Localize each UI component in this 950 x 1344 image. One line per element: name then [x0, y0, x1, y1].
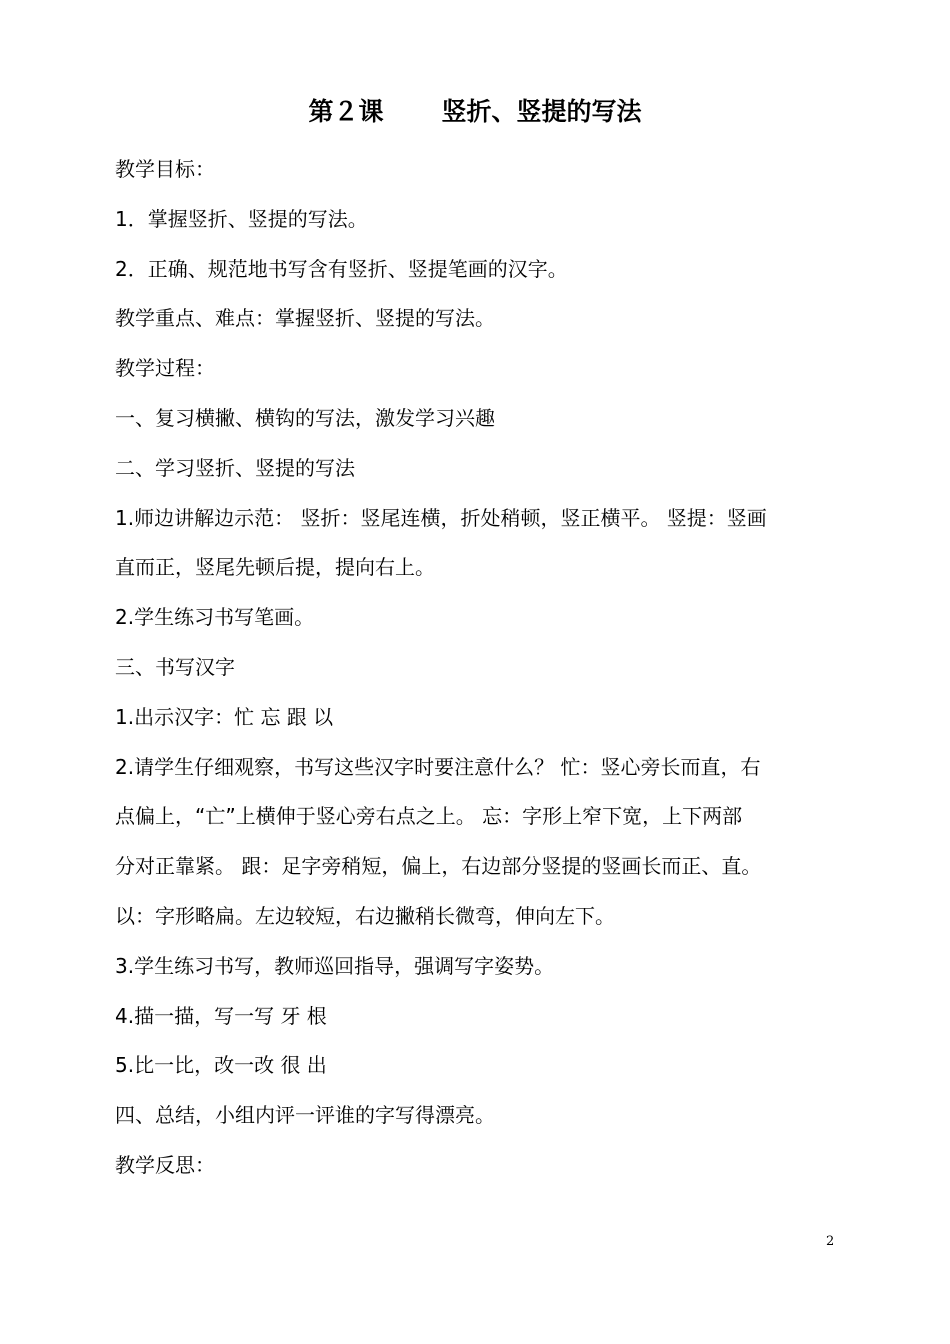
key-points: 教学重点、难点：掌握竖折、竖提的写法。 [115, 306, 495, 331]
page-number: 2 [826, 1234, 835, 1249]
section-2-step-1-line-2: 直而正，竖尾先顿后提，提向右上。 [115, 555, 435, 580]
goal-item-1: 1．掌握竖折、竖提的写法。 [115, 206, 368, 231]
goal-item-2: 2．正确、规范地书写含有竖折、竖提笔画的汉字。 [115, 256, 568, 281]
lesson-number: 第２课 [308, 97, 384, 126]
section-3-heading: 三、书写汉字 [115, 654, 235, 679]
lesson-body [115, 145, 845, 1191]
section-1-heading: 一、复习横撇、横钩的写法，激发学习兴趣 [115, 405, 495, 430]
section-4-heading: 四、总结，小组内评一评谁的字写得漂亮。 [115, 1103, 495, 1128]
section-2-step-2: 2.学生练习书写笔画。 [115, 605, 315, 630]
section-3-step-2-line-2: 点偏上，“亡”上横伸于竖心旁右点之上。 忘：字形上窄下宽，上下两部 [115, 804, 743, 829]
section-3-step-2-line-3: 分对正靠紧。 跟：足字旁稍短，偏上，右边部分竖提的竖画长而正、直。 [115, 854, 762, 879]
section-3-step-4: 4.描一描，写一写 牙 根 [115, 1003, 327, 1028]
heading-teaching-reflection: 教学反思： [115, 1152, 215, 1177]
heading-teaching-goals: 教学目标： [115, 157, 215, 181]
heading-teaching-process: 教学过程： [115, 356, 215, 381]
section-3-step-2-line-4: 以：字形略扁。左边较短，右边撇稍长微弯，伸向左下。 [115, 903, 615, 928]
section-3-step-5: 5.比一比，改一改 很 出 [115, 1053, 327, 1078]
section-3-step-3: 3.学生练习书写，教师巡回指导，强调写字姿势。 [115, 953, 555, 978]
lesson-title [0, 92, 950, 132]
section-2-step-1-line-1: 1.师边讲解边示范： 竖折：竖尾连横，折处稍顿，竖正横平。 竖提：竖画 [115, 505, 767, 530]
section-3-step-2-line-1: 2.请学生仔细观察，书写这些汉字时要注意什么？ 忙：竖心旁长而直，右 [115, 754, 761, 779]
lesson-topic: 竖折、竖提的写法 [441, 97, 642, 126]
section-3-step-1: 1.出示汉字：忙 忘 跟 以 [115, 704, 334, 729]
section-2-heading: 二、学习竖折、竖提的写法 [115, 455, 355, 480]
